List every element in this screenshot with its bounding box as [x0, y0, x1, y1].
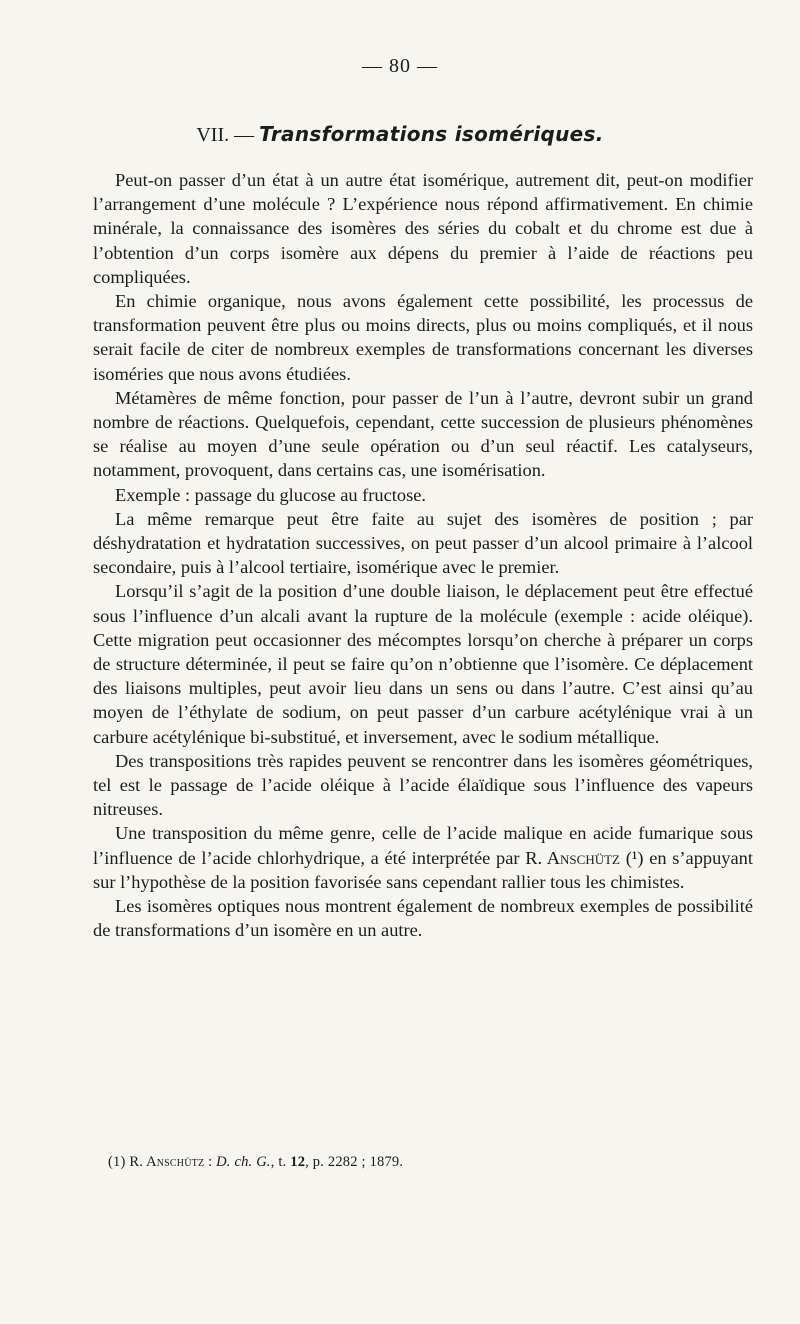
page-number: — 80 —	[362, 55, 438, 77]
footnote-marker: (1)	[108, 1154, 126, 1170]
footnote-reference: (¹)	[625, 847, 644, 868]
paragraph: Les isomères optiques nous montrent également de nombreux exemples de possibilité de transformations d’un isomère en un autre.	[93, 896, 753, 941]
footnote-author: R. Anschütz	[129, 1154, 205, 1170]
section-title	[0, 122, 800, 147]
section-heading: Transformations isomériques.	[259, 122, 604, 146]
footnote-journal: D. ch. G.	[216, 1154, 271, 1170]
paragraph	[93, 821, 753, 894]
footnote	[108, 1154, 748, 1171]
paragraph: Des transpositions très rapides peuvent se rencontrer dans les isomères géométriques, tel est le passage de l’acide oléique à l’acide élaïdique sous l’influence des vapeurs nitreuses.	[93, 750, 753, 820]
paragraph: Métamères de même fonction, pour passer de l’un à l’autre, devront subir un grand nombre de réactions. Quelquefois, cependant, cette succession de plusieurs phénomènes se réalise au moyen d’une seule opération ou d’un seul réactif. Les catalyseurs, notamment, provoquent, dans certains cas, une isomérisation.	[93, 387, 753, 481]
paragraph: En chimie organique, nous avons également cette possibilité, les processus de transformation peuvent être plus ou moins directs, plus ou moins compliqués, et il nous serait facile de citer de nombreux exemples de transformations concernant les diverses isoméries que nous avons étudiées.	[93, 291, 753, 384]
footnote-volume-prefix: , t.	[270, 1154, 287, 1170]
paragraph: Exemple : passage du glucose au fructose.	[115, 484, 427, 505]
footnote-pages: , p. 2282 ; 1879.	[305, 1154, 404, 1170]
paragraph: Lorsqu’il s’agit de la position d’une double liaison, le déplacement peut être effectué sous l’influence d’un alcali avant la rupture de la molécule (exemple : acide oléique). Cette migration peut occasionner des mécomptes lorsqu’on cherche à préparer un corps de structure déterminée, il peut se faire qu’on n’obtienne que l’isomère. Ce déplacement des liaisons multiples, peut avoir lieu dans un sens ou dans l’autre. C’est ainsi qu’au moyen de l’éthylate de sodium, on peut passer d’un carbure acétylénique vrai à un carbure acétylénique bi-substitué, et inversement, avec le sodium métallique.	[93, 581, 753, 747]
paragraph-text: en s’appuyant sur l’hypothèse de la position favorisée sans cependant rallier tous les chimistes.	[93, 847, 753, 892]
paragraph-text: Une transposition du même genre, celle de l’acide malique en acide fumarique sous l’influence de l’acide chlorhydrique, a été interprétée par	[93, 823, 753, 868]
footnote-volume: 12	[290, 1154, 306, 1170]
author-name: R. Anschütz	[525, 847, 620, 868]
paragraph: La même remarque peut être faite au sujet des isomères de position ; par déshydratation et hydratation successives, on peut passer d’un alcool primaire à l’alcool secondaire, puis à l’alcool tertiaire, isomérique avec le premier.	[93, 508, 753, 578]
paragraph: Peut-on passer d’un état à un autre état isomérique, autrement dit, peut-on modifier l’arrangement d’une molécule ? L’expérience nous répond affirmativement. En chimie minérale, la connaissance des isomères des séries du cobalt et du chrome est due à l’obtention d’un corps isomère aux dépens du premier à l’aide de réactions peu compliquées.	[93, 170, 753, 287]
footnote-separator: :	[208, 1154, 213, 1170]
body-text	[93, 168, 753, 943]
section-numeral: VII. —	[196, 124, 255, 146]
